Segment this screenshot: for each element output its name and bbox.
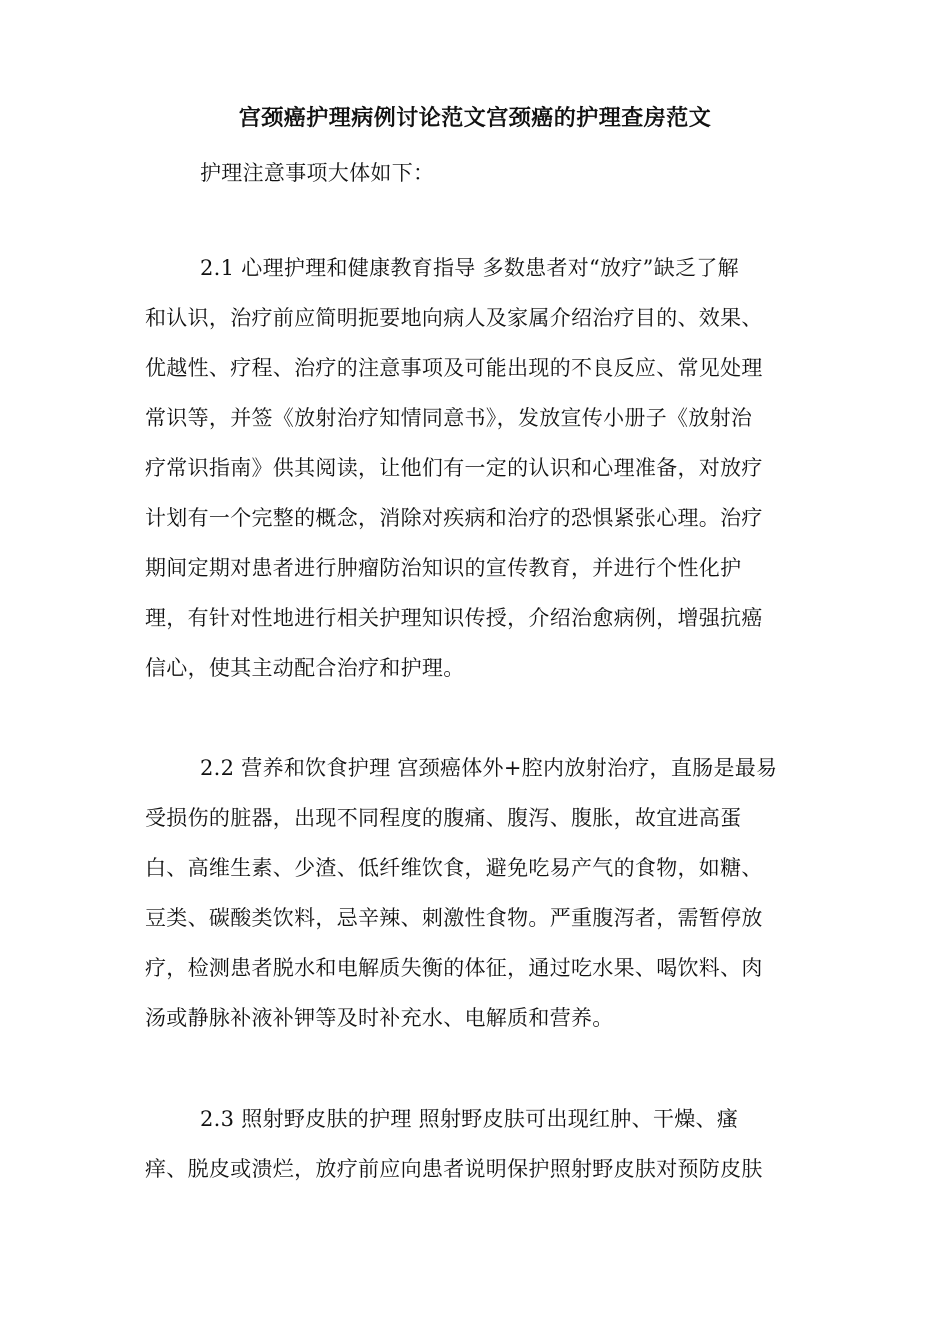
intro-line: 护理注意事项大体如下： (200, 161, 435, 185)
section-2-3-line-2: 痒、脱皮或溃烂，放疗前应向患者说明保护照射野皮肤对预防皮肤 (145, 1157, 763, 1181)
section-2-1-line-3: 优越性、疗程、治疗的注意事项及可能出现的不良反应、常见处理 (145, 356, 763, 380)
section-2-1-line-5: 疗常识指南》供其阅读，让他们有一定的认识和心理准备，对放疗 (145, 456, 763, 480)
section-2-2-line-6: 汤或静脉补液补钾等及时补充水、电解质和营养。 (145, 1006, 614, 1030)
section-2-1-line-2: 和认识，治疗前应简明扼要地向病人及家属介绍治疗目的、效果、 (145, 306, 763, 330)
section-2-2-line-1: 2.2 营养和饮食护理 宫颈癌体外+腔内放射治疗，直肠是最易 (200, 756, 778, 780)
section-2-2-line-5: 疗，检测患者脱水和电解质失衡的体征，通过吃水果、喝饮料、肉 (145, 956, 763, 980)
document-title: 宫颈癌护理病例讨论范文宫颈癌的护理查房范文 (238, 105, 712, 131)
section-2-1-line-8: 理，有针对性地进行相关护理知识传授，介绍治愈病例，增强抗癌 (145, 606, 763, 630)
section-2-1-line-9: 信心，使其主动配合治疗和护理。 (145, 656, 465, 680)
section-2-1-line-1: 2.1 心理护理和健康教育指导 多数患者对“放疗”缺乏了解 (200, 256, 739, 280)
section-2-2-line-2: 受损伤的脏器，出现不同程度的腹痛、腹泻、腹胀，故宜进高蛋 (145, 806, 742, 830)
section-2-2-line-4: 豆类、碳酸类饮料，忌辛辣、刺激性食物。严重腹泻者，需暂停放 (145, 906, 763, 930)
section-2-1-line-7: 期间定期对患者进行肿瘤防治知识的宣传教育，并进行个性化护 (145, 556, 742, 580)
section-2-1-line-6: 计划有一个完整的概念，消除对疾病和治疗的恐惧紧张心理。治疗 (145, 506, 763, 530)
section-2-3-line-1: 2.3 照射野皮肤的护理 照射野皮肤可出现红肿、干燥、瘙 (200, 1107, 739, 1131)
section-2-2-line-3: 白、高维生素、少渣、低纤维饮食，避免吃易产气的食物，如糖、 (145, 856, 763, 880)
section-2-1-line-4: 常识等，并签《放射治疗知情同意书》，发放宣传小册子《放射治 (145, 406, 753, 430)
